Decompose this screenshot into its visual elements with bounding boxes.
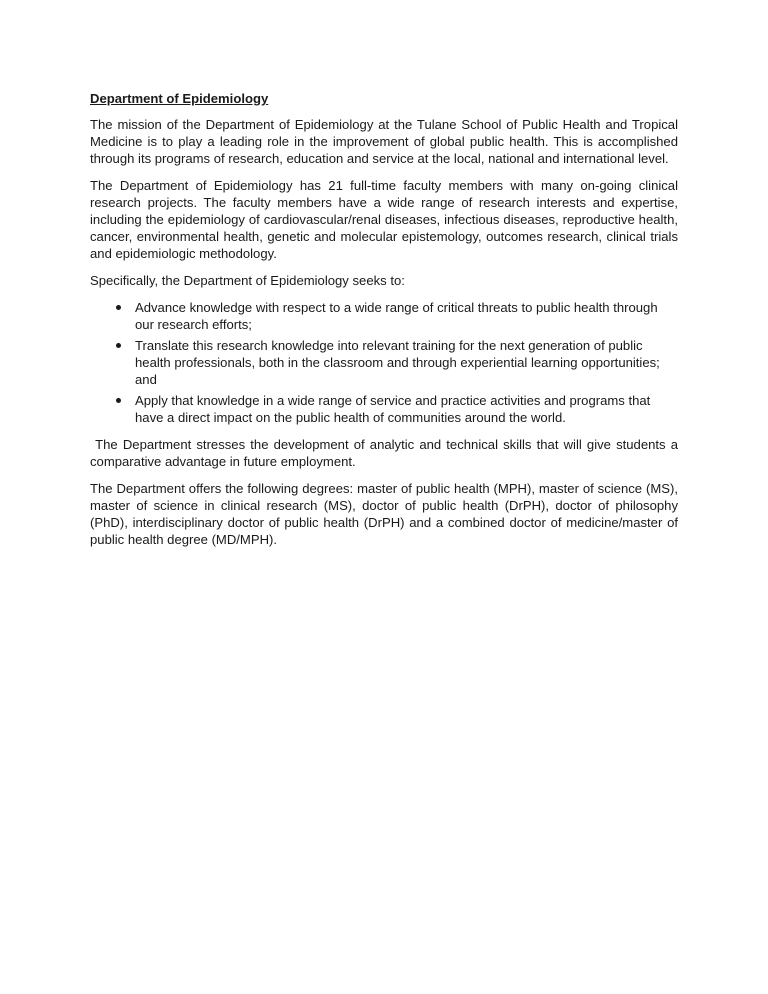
list-item-text: Translate this research knowledge into relevant training for the next generation of public health professionals, both in the classroom and through experiential learning opportunities; and (135, 338, 660, 387)
list-item (90, 299, 678, 333)
list-item (90, 337, 678, 388)
degrees-paragraph: The Department offers the following degrees: master of public health (MPH), master of science (MS), master of science in clinical research (MS), doctor of public health (DrPH), doctor of philosophy (PhD), interdisciplinary doctor of public health (DrPH) and a combined doctor of medicine/master of public health degree (MD/MPH). (90, 481, 678, 547)
list-intro: Specifically, the Department of Epidemiology seeks to: (90, 273, 405, 288)
skills-paragraph: The Department stresses the development of analytic and technical skills that will give students a comparative advantage in future employment. (90, 437, 682, 469)
list-item (90, 392, 678, 426)
list-item-text: Advance knowledge with respect to a wide range of critical threats to public health through our research efforts; (135, 300, 658, 332)
mission-paragraph: The mission of the Department of Epidemiology at the Tulane School of Public Health and Tropical Medicine is to play a leading role in the improvement of global public health. This is accomplished through its programs of research, education and service at the local, national and international level. (90, 117, 678, 166)
list-item-text: Apply that knowledge in a wide range of service and practice activities and programs that have a direct impact on the public health of communities around the world. (135, 393, 651, 425)
document-title: Department of Epidemiology (90, 91, 269, 106)
document-page (90, 90, 682, 558)
faculty-paragraph: The Department of Epidemiology has 21 full-time faculty members with many on-going clinical research projects. The faculty members have a wide range of research interests and expertise, including the epidemiology of cardiovascular/renal diseases, infectious diseases, reproductive health, cancer, environmental health, genetic and molecular epistemology, outcomes research, clinical trials and epidemiologic methodology. (90, 178, 678, 261)
goals-list (90, 299, 678, 426)
